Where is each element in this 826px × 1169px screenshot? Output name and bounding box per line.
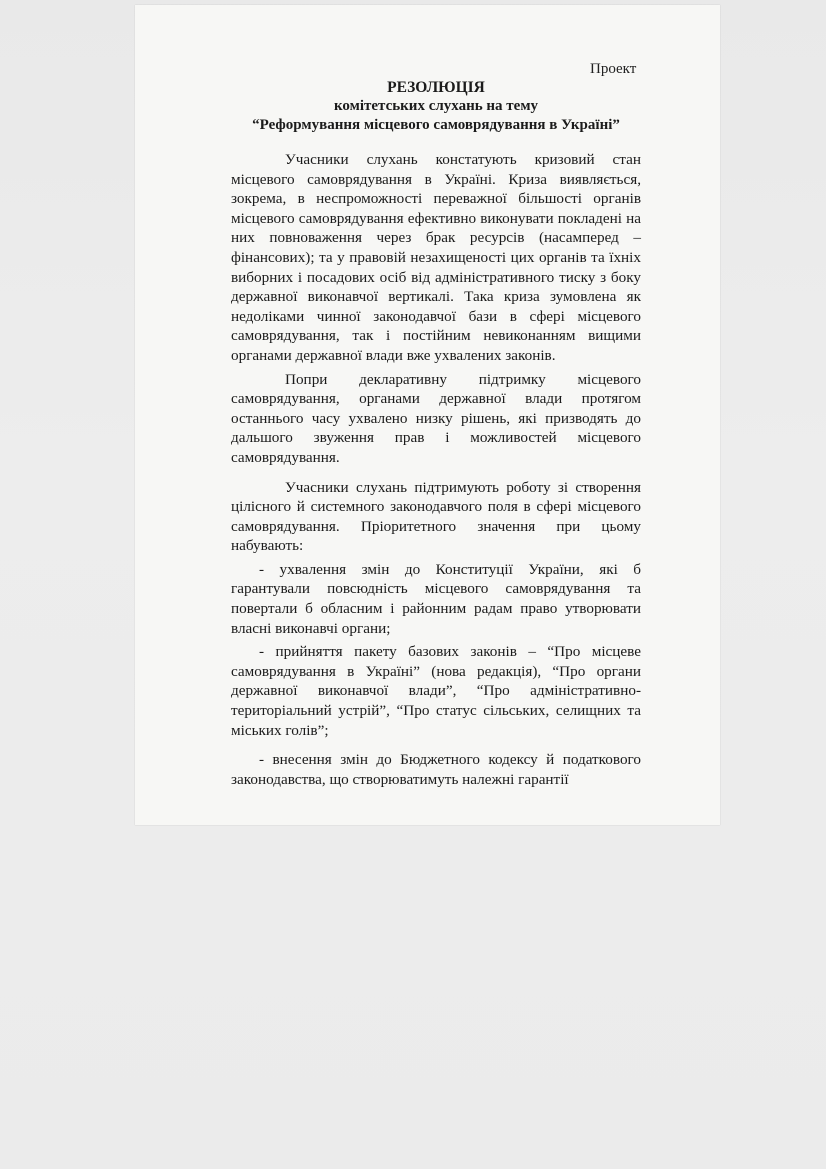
- document-title: РЕЗОЛЮЦІЯ: [387, 79, 485, 96]
- paragraph-legislative-field: Учасники слухань підтримують роботу зі створення цілісного й системного законодавчого поля в сфері місцевого самоврядування. Пріоритетного значення при цьому набувають:: [231, 478, 641, 555]
- project-label: Проект: [590, 61, 637, 77]
- document-page: [135, 5, 720, 825]
- list-item-budget-code: - внесення змін до Бюджетного кодексу й податкового законодавства, що створюватимуть належні гарантії: [231, 751, 641, 788]
- list-item-constitution: - ухвалення змін до Конституції України, які б гарантували повсюдність місцевого самоврядування та повертали б обласним і районним радам право утворювати власні виконавчі органи;: [231, 560, 641, 637]
- paragraph-declarative-support: Попри декларативну підтримку місцевого самоврядування, органами державної влади протягом останнього часу ухвалено низку рішень, які призводять до дальшого звуження прав і можливостей місцевого самоврядування.: [231, 370, 641, 466]
- document-content: [231, 62, 641, 789]
- list-item-base-laws: - прийняття пакету базових законів – “Про місцеве самоврядування в Україні” (нова редакція), “Про органи державної виконавчої влади”, “Про адміністративно-територіальний устрій”, “Про статус сільських, селищних та міських голів”;: [231, 643, 641, 739]
- paragraph-crisis: Учасники слухань констатують кризовий стан місцевого самоврядування в Україні. Криза виявляється, зокрема, в неспроможності переважної більшості органів місцевого самоврядування ефективно виконувати покладені на них повноваження через брак ресурсів (насамперед – фінансових); та у правовій незахищеності цих органів та їхніх виборних і посадових осіб від адміністративного тиску з боку державної виконавчої вертикалі. Така криза зумовлена як недоліками чинної законодавчої бази в сфері місцевого самоврядування, так і постійним невиконанням вищими органами державної влади вже ухвалених законів.: [231, 151, 641, 364]
- document-subtitle: комітетських слухань на тему: [333, 98, 539, 114]
- resolution-body: [231, 150, 641, 789]
- document-topic: “Реформування місцевого самоврядування в Україні”: [252, 117, 620, 133]
